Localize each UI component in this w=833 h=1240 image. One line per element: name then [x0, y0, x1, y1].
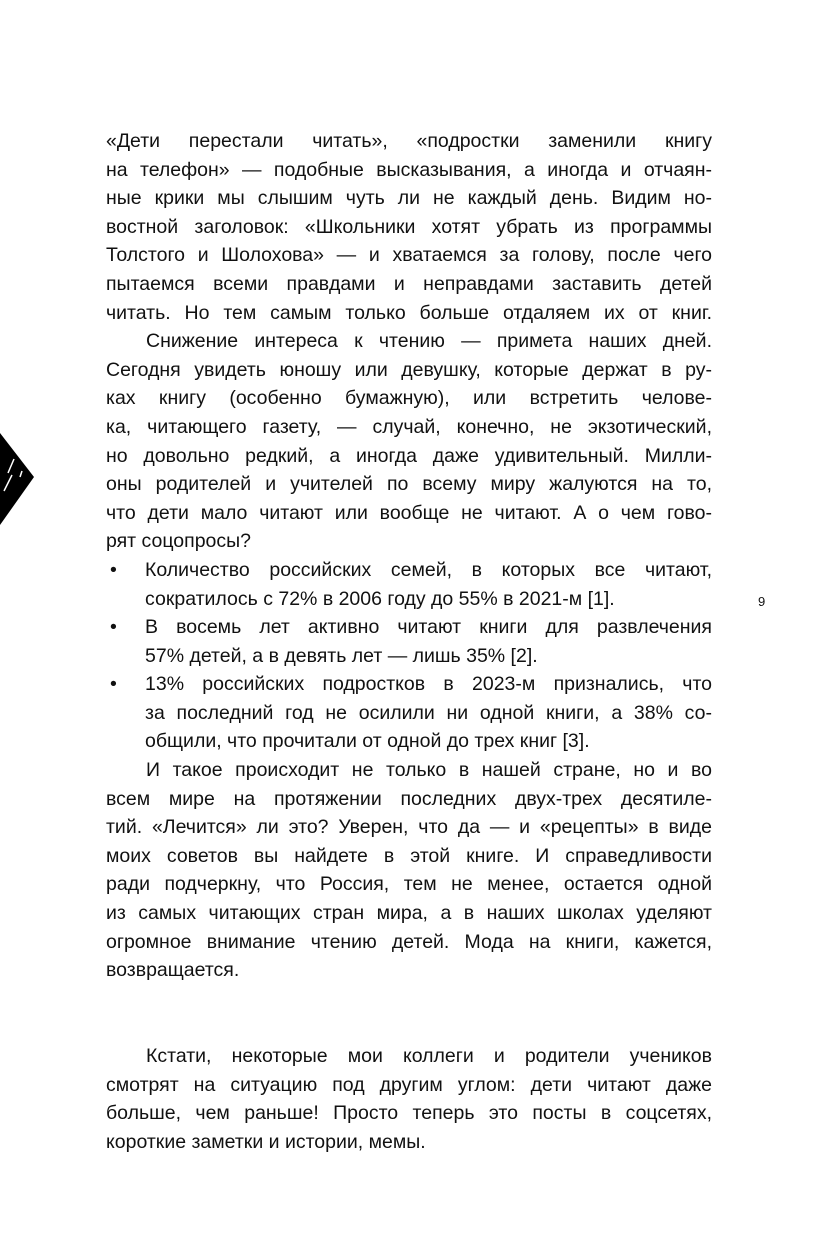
line-text: 57% детей, а в девять лет — лишь 35% [2]. — [145, 644, 538, 667]
line-text: читать. Но тем самым только больше отдаляем их от книг. — [106, 301, 712, 324]
text-line — [106, 499, 712, 528]
bullet-list-item-line — [106, 613, 712, 642]
text-line — [106, 413, 712, 442]
bullet-list-item-line — [106, 670, 712, 699]
text-line — [106, 699, 712, 728]
line-text: моих советов вы найдете в этой книге. И справедливости — [106, 844, 712, 867]
text-line — [106, 585, 712, 614]
line-text: что дети мало читают или вообще не читают. А о чем гово- — [106, 501, 712, 524]
text-line — [106, 813, 712, 842]
line-text: на телефон» — подобные высказывания, а иногда и отчаян- — [106, 158, 712, 181]
text-line — [106, 956, 712, 985]
line-text: ные крики мы слышим чуть ли не каждый день. Видим но- — [106, 187, 712, 210]
line-text: Количество российских семей, в которых все читают, — [145, 558, 712, 581]
text-line — [106, 184, 712, 213]
line-text: общили, что прочитали от одной до трех книг [3]. — [145, 730, 590, 753]
line-text: за последний год не осилили ни одной книги, а 38% со- — [145, 701, 712, 724]
line-text: тий. «Лечится» ли это? Уверен, что да — и «рецепты» в виде — [106, 816, 712, 839]
line-text: но довольно редкий, а иногда даже удивительный. Милли- — [106, 444, 712, 467]
text-line — [106, 213, 712, 242]
text-line — [106, 470, 712, 499]
line-text: Толстого и Шолохова» — и хватаемся за голову, после чего — [106, 244, 712, 267]
text-line — [106, 1013, 712, 1042]
text-line — [106, 156, 712, 185]
line-text: ках книгу (особенно бумажную), или встретить челове- — [106, 387, 712, 410]
text-line — [106, 127, 712, 156]
text-line — [106, 241, 712, 270]
text-line — [106, 727, 712, 756]
text-line — [106, 899, 712, 928]
text-line — [106, 527, 712, 556]
bullet-icon: • — [110, 558, 117, 581]
text-line — [106, 356, 712, 385]
text-line — [106, 442, 712, 471]
body-text — [106, 127, 712, 1156]
line-text: сократилось с 72% в 2006 году до 55% в 2021-м [1]. — [145, 587, 615, 610]
line-text: пытаемся всеми правдами и неправдами заставить детей — [106, 272, 712, 295]
text-line — [106, 842, 712, 871]
text-line — [106, 1042, 712, 1071]
text-line — [106, 642, 712, 671]
line-text: В восемь лет активно читают книги для развлечения — [145, 616, 712, 639]
line-text: ка, читающего газету, — случай, конечно, не экзотический, — [106, 415, 712, 438]
text-line — [106, 270, 712, 299]
line-text: из самых читающих стран мира, а в наших школах уделяют — [106, 902, 712, 925]
text-line — [106, 327, 712, 356]
page-number: 9 — [758, 594, 766, 609]
line-text: всем мире на протяжении последних двух-трех десятиле- — [106, 787, 712, 810]
line-text: рят соцопросы? — [106, 530, 252, 553]
line-text: Кстати, некоторые мои коллеги и родители учеников — [146, 1045, 712, 1067]
text-line — [106, 384, 712, 413]
line-text: смотрят на ситуацию под другим углом: дети читают даже — [106, 1073, 712, 1096]
line-text: больше, чем раньше! Просто теперь это посты в соцсетях, — [106, 1102, 712, 1125]
text-line — [106, 299, 712, 328]
line-text: востной заголовок: «Школьники хотят убрать из программы — [106, 215, 712, 238]
bullet-icon: • — [110, 673, 117, 696]
text-line — [106, 1128, 712, 1157]
line-text: Снижение интереса к чтению — примета наших дней. — [146, 330, 712, 353]
line-text: огромное внимание чтению детей. Мода на книги, кажется, — [106, 930, 712, 953]
bullet-list-item-line — [106, 556, 712, 585]
line-text: И такое происходит не только в нашей стране, но и во — [146, 759, 712, 782]
text-line — [106, 985, 712, 1014]
line-text: «Дети перестали читать», «подростки заменили книгу — [106, 130, 712, 152]
text-line — [106, 870, 712, 899]
text-line — [106, 756, 712, 785]
line-text: возвращается. — [106, 959, 240, 982]
text-line — [106, 928, 712, 957]
text-line — [106, 785, 712, 814]
line-text: оны родителей и учителей по всему миру жалуются на то, — [106, 473, 712, 496]
line-text: ради подчеркну, что Россия, тем не менее, остается одной — [106, 873, 712, 896]
line-text: Сегодня увидеть юношу или девушку, которые держат в ру- — [106, 358, 712, 381]
decorative-ink-mark — [0, 425, 40, 535]
line-text: короткие заметки и истории, мемы. — [106, 1130, 426, 1153]
bullet-icon: • — [110, 616, 117, 639]
line-text: 13% российских подростков в 2023-м признались, что — [145, 673, 712, 696]
text-line — [106, 1071, 712, 1100]
text-line — [106, 1099, 712, 1128]
